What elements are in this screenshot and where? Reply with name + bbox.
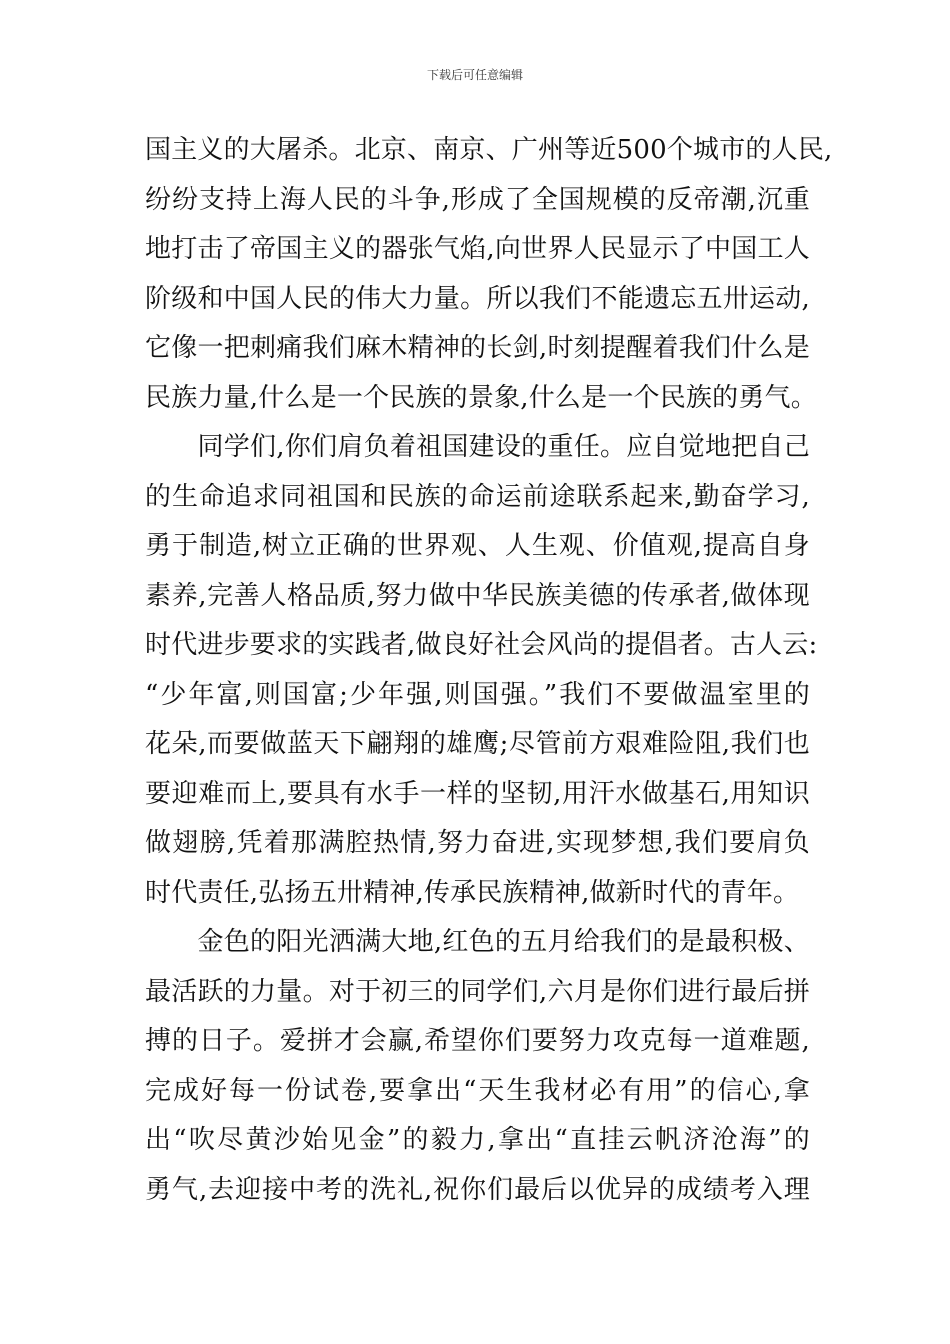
text-line: 要迎难而上,要具有水手一样的坚韧,用汗水做基石,用知识 [145, 778, 810, 809]
text-line: 出“吹尽黄沙始见金”的毅力,拿出“直挂云帆济沧海”的 [145, 1125, 810, 1155]
text-line: 花朵,而要做蓝天下翩翔的雄鹰;尽管前方艰难险阻,我们也 [145, 729, 810, 759]
text-line: 它像一把刺痛我们麻木精神的长剑,时刻提醒着我们什么是 [145, 333, 810, 363]
text-line: 的生命追求同祖国和民族的命运前途联系起来,勤奋学习, [145, 481, 810, 512]
text-line: 民族力量,什么是一个民族的景象,什么是一个民族的勇气。 [145, 382, 817, 413]
text-line: 纷纷支持上海人民的斗争,形成了全国规模的反帝潮,沉重 [145, 184, 810, 215]
text-line: 时代责任,弘扬五卅精神,传承民族精神,做新时代的青年。 [145, 877, 800, 908]
text-line: 素养,完善人格品质,努力做中华民族美德的传承者,做体现 [145, 580, 810, 611]
text-line: 完成好每一份试卷,要拿出“天生我材必有用”的信心,拿 [145, 1075, 810, 1106]
paragraph-2 [145, 423, 818, 918]
text-line: 地打击了帝国主义的器张气焰,向世界人民显示了中国工人 [145, 234, 810, 264]
text-line: “少年富,则国富;少年强,则国强。”我们不要做温室里的 [145, 679, 810, 710]
text-line: 做翅膀,凭着那满腔热情,努力奋进,实现梦想,我们要肩负 [145, 828, 810, 858]
text-line: 勇于制造,树立正确的世界观、人生观、价值观,提高自身 [145, 531, 810, 561]
body-text [145, 126, 833, 1215]
text-line: 同学们,你们肩负着祖国建设的重任。应自觉地把自己 [145, 432, 810, 462]
text-line: 勇气,去迎接中考的洗礼,祝你们最后以优异的成绩考入理 [145, 1174, 810, 1205]
page-header: 下载后可任意编辑 [426, 68, 523, 82]
text-line: 最活跃的力量。对于初三的同学们,六月是你们进行最后拼 [145, 976, 810, 1007]
paragraph-3 [145, 918, 810, 1215]
text-line: 搏的日子。爱拼才会赢,希望你们要努力攻克每一道难题, [145, 1026, 810, 1056]
text-line: 国主义的大屠杀。北京、南京、广州等近500个城市的人民, [145, 135, 833, 165]
paragraph-1 [145, 126, 833, 423]
text-line: 阶级和中国人民的伟大力量。所以我们不能遗忘五卅运动, [145, 283, 810, 314]
text-line: 金色的阳光洒满大地,红色的五月给我们的是最积极、 [145, 927, 810, 957]
text-line: 时代进步要求的实践者,做良好社会风尚的提倡者。古人云: [145, 630, 818, 660]
